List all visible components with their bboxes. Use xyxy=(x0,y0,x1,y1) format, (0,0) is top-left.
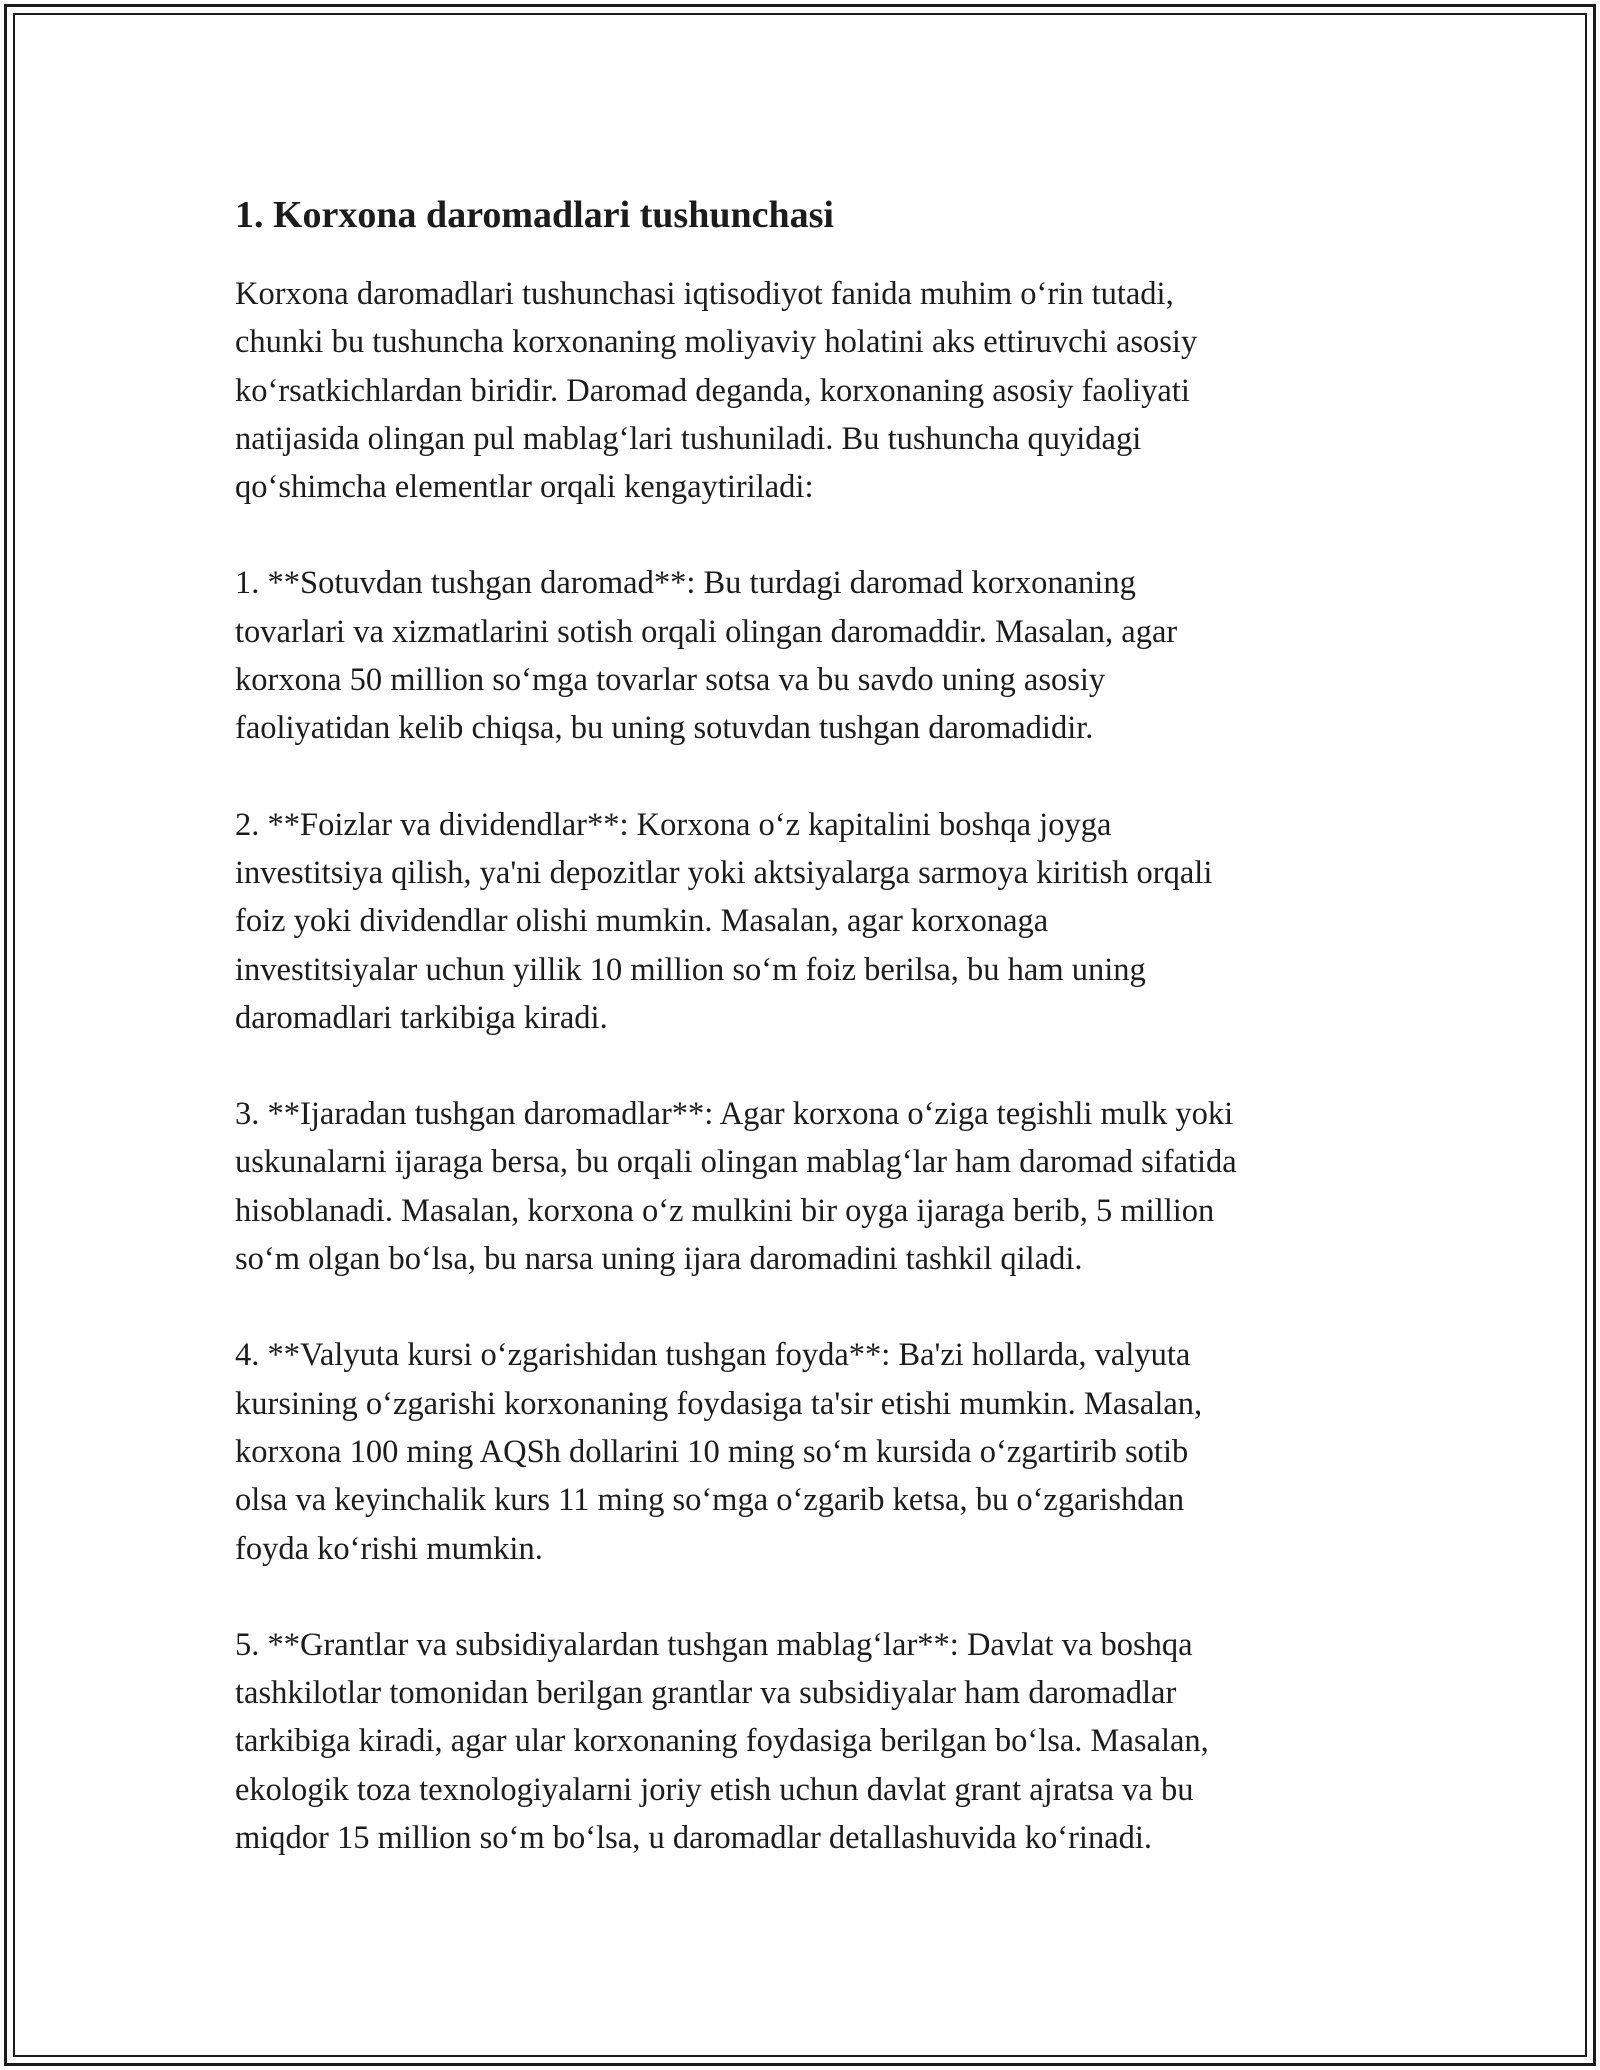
text-line: tashkilotlar tomonidan berilgan grantlar va subsidiyalar ham daromadlar xyxy=(235,1675,1177,1712)
text-line: 1. **Sotuvdan tushgan daromad**: Bu turdagi daromad korxonaning xyxy=(235,565,1136,602)
text-line: investitsiyalar uchun yillik 10 million soʻm foiz berilsa, bu ham uning xyxy=(235,951,1146,988)
text-line: hisoblanadi. Masalan, korxona oʻz mulkini bir oyga ijaraga berib, 5 million xyxy=(235,1192,1215,1229)
text-line: koʻrsatkichlardan biridir. Daromad deganda, korxonaning asosiy faoliyati xyxy=(235,372,1190,409)
text-line: natijasida olingan pul mablagʻlari tushuniladi. Bu tushuncha quyidagi xyxy=(235,420,1142,457)
text-line: qoʻshimcha elementlar orqali kengaytiriladi: xyxy=(235,469,814,506)
text-line: kursining oʻzgarishi korxonaning foydasiga ta'sir etishi mumkin. Masalan, xyxy=(235,1385,1203,1422)
text-line: olsa va keyinchalik kurs 11 ming soʻmga oʻzgarib ketsa, bu oʻzgarishdan xyxy=(235,1482,1185,1519)
text-line: Korxona daromadlari tushunchasi iqtisodiyot fanida muhim oʻrin tutadi, xyxy=(235,276,1174,312)
text-line: chunki bu tushuncha korxonaning moliyaviy holatini aks ettiruvchi asosiy xyxy=(235,324,1198,361)
text-line: tovarlari va xizmatlarini sotish orqali olingan daromaddir. Masalan, agar xyxy=(235,613,1178,650)
text-line: miqdor 15 million soʻm boʻlsa, u daromadlar detallashuvida koʻrinadi. xyxy=(235,1820,1153,1857)
text-line: 4. **Valyuta kursi oʻzgarishidan tushgan foyda**: Ba'zi hollarda, valyuta xyxy=(235,1337,1191,1374)
text-line: tarkibiga kiradi, agar ular korxonaning foydasiga berilgan boʻlsa. Masalan, xyxy=(235,1723,1209,1760)
text-line: foyda koʻrishi mumkin. xyxy=(235,1530,543,1567)
text-line: 5. **Grantlar va subsidiyalardan tushgan mablagʻlar**: Davlat va boshqa xyxy=(235,1626,1193,1663)
text-line: korxona 50 million soʻmga tovarlar sotsa va bu savdo uning asosiy xyxy=(235,662,1106,699)
document-body xyxy=(235,190,1385,1910)
text-line: foiz yoki dividendlar olishi mumkin. Masalan, agar korxonaga xyxy=(235,903,1049,940)
list-item-rental-income xyxy=(235,1090,1385,1283)
text-line: korxona 100 ming AQSh dollarini 10 ming soʻm kursida oʻzgartirib sotib xyxy=(235,1433,1189,1470)
list-item-sales-revenue xyxy=(235,559,1385,752)
text-line: soʻm olgan boʻlsa, bu narsa uning ijara daromadini tashkil qiladi. xyxy=(235,1241,1083,1278)
intro-paragraph xyxy=(235,270,1385,511)
list-item-currency-gain xyxy=(235,1331,1385,1572)
list-item-interest-dividends xyxy=(235,801,1385,1042)
text-line: 3. **Ijaradan tushgan daromadlar**: Agar korxona oʻziga tegishli mulk yoki xyxy=(235,1096,1234,1133)
text-line: faoliyatidan kelib chiqsa, bu uning sotuvdan tushgan daromadidir. xyxy=(235,710,1094,747)
text-line: uskunalarni ijaraga bersa, bu orqali olingan mablagʻlar ham daromad sifatida xyxy=(235,1144,1237,1181)
text-line: investitsiya qilish, ya'ni depozitlar yoki aktsiyalarga sarmoya kiritish orqali xyxy=(235,854,1213,891)
text-line: ekologik toza texnologiyalarni joriy etish uchun davlat grant ajratsa va bu xyxy=(235,1771,1194,1808)
document-title: 1. Korxona daromadlari tushunchasi xyxy=(235,194,834,236)
text-line: daromadlari tarkibiga kiradi. xyxy=(235,999,608,1036)
list-item-grants-subsidies xyxy=(235,1621,1385,1862)
text-line: 2. **Foizlar va dividendlar**: Korxona oʻz kapitalini boshqa joyga xyxy=(235,806,1112,843)
